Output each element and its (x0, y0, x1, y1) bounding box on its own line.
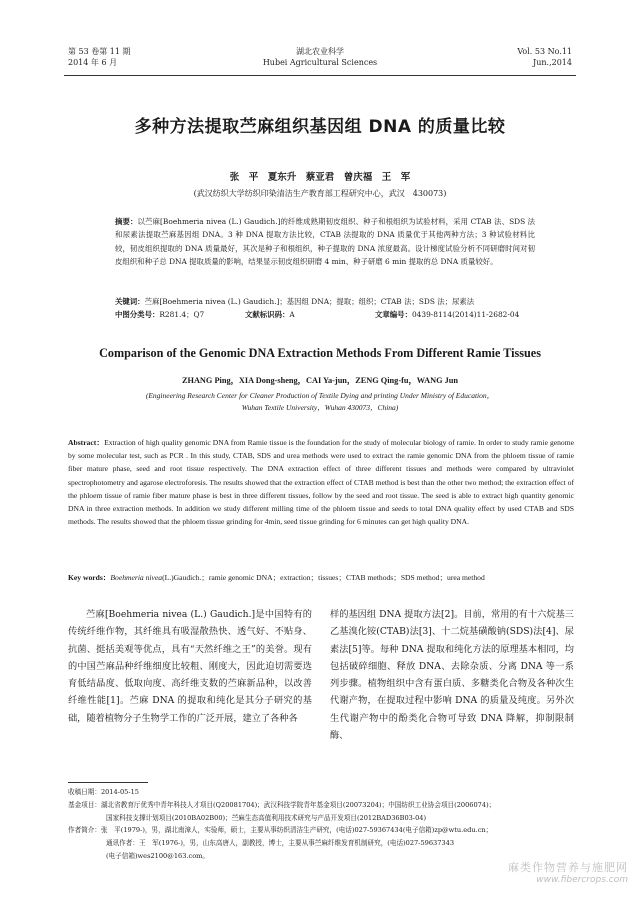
abstract-en (68, 436, 574, 528)
watermark-cn: 麻类作物营养与施肥网 (508, 861, 628, 874)
authors-en: ZHANG Ping，XIA Dong-sheng，CAI Ya-jun，ZENG Qing-fu，WANG Jun (181, 376, 459, 385)
doc-code-label: 文献标识码： (245, 310, 290, 319)
abstract-text-en: Extraction of high quality genomic DNA from Ramie tissue is the foundation for the study of molecular biology of ramie. In order to study ramie genome by some molecular test, such as PCR . In this study, CTAB, SDS and urea methods were used to extract the ramie genomic DNA from the phloem tissue of ramie fiber mature phase, seed and root tissue respectively. The DNA extraction effect of three different tissues and methods were compared by ultraviolet spectrophotometry and agarose electroforesis. The results showed that the extraction effect of CTAB method is best than the other two method; the extraction effect of the phloem tissue of ramie fiber mature phase is best in three different tissues, follow by the seed and root tissue. The seed is able to extract high quantity genomic DNA in three extraction methods. In addition we study different milling time of the phloem tissue and seeds to total DNA quality effect by used CTAB and SDS methods. The results showed that the phloem tissue grinding for 4min, seed tissue grinding for 6 minutes can get high quality DNA. (68, 438, 574, 527)
article-no-value: 0439-8114(2014)11-2682-04 (411, 310, 520, 319)
abstract-cn (115, 215, 535, 268)
affiliation-en (0, 390, 640, 414)
keywords-species-en: Boehmeria nivea (110, 573, 163, 582)
header-rule (64, 75, 576, 76)
footnote (68, 786, 578, 863)
received-date: 收稿日期：2014-05-15 (68, 788, 139, 796)
keywords-text-en: (L.)Gaudich.；ramie genomic DNA；extraction；tissues；CTAB methods；SDS method；urea method (162, 573, 485, 582)
abstract-label-en: Abstract： (68, 438, 105, 447)
authors-cn: 张 平 夏东升 蔡亚君 曾庆福 王 军 (229, 172, 411, 183)
doc-code-value: A (289, 310, 295, 319)
paper-title-en: Comparison of the Genomic DNA Extraction Methods From Different Ramie Tissues (99, 346, 541, 360)
issue-date-en: Jun.,2014 (533, 58, 572, 67)
volume-issue: 第 53 卷第 11 期 (68, 47, 131, 56)
body-column-right: 样的基因组 DNA 提取方法[2]。目前，常用的有十六烷基三乙基溴化铵(CTAB)法[3]、十二烷基磺酸钠(SDS)法[4]、尿素法[5]等。每种 DNA 提取和纯化方法的原理基本相同，均包括破碎细胞、释放 DNA、去除杂质、分离 DNA 等一系列步骤。植物组织中含有蛋白质、多糖类化合物及各种次生代谢产物，在提取过程中影响 DNA 的质量及纯度。另外次生代谢产物中的酚类化合物可导致 DNA 降解，抑制限制酶、 (330, 609, 574, 742)
affiliation-cn: (武汉纺织大学纺织印染清洁生产教育部工程研究中心，武汉 430073) (193, 189, 447, 198)
keywords-cn (115, 295, 535, 308)
keywords-text-cn: 苎麻[Boehmeria nivea (L.) Gaudich.]；基因组 DNA；提取；组织；CTAB 法；SDS 法；尿素法 (144, 297, 475, 306)
footnote-rule (68, 782, 148, 783)
author-bio-line-3: (电子信箱)wes2100@163.com。 (106, 851, 210, 860)
author-bio-line-2: 通讯作者：王 军(1976-)，男，山东高唐人，副教授，博士，主要从事苎麻纤维发育机制研究，(电话)027-59637343 (106, 839, 455, 848)
watermark-url: www.fibercrops.com (536, 875, 628, 885)
site-watermark (508, 859, 628, 885)
clc-label: 中图分类号： (115, 310, 160, 319)
keywords-label-en: Key words： (68, 573, 111, 582)
clc-value: R281.4；Q7 (159, 310, 205, 319)
journal-issue-info-en (517, 46, 572, 68)
affiliation-en-line2: Wuhan Textile University，Wuhan 430073，China) (241, 403, 399, 412)
fund-line-2: 国家科技支撑计划项目(2010BA02B00)；苎麻生态高值利用技术研究与产品开发项目(2012BAD36B03-04) (106, 813, 427, 822)
article-no-label: 文章编号： (375, 310, 412, 319)
abstract-text-cn: 以苎麻[Boehmeria nivea (L.) Gaudich.]的纤维成熟期韧皮组织、种子和根组织为试验材料，采用 CTAB 法、SDS 法和尿素法提取苎麻基因组 DNA。3 种 DNA 提取方法比较，CTAB 法提取的 DNA 质量优于其他两种方法；3 种试验材料比较，韧皮组织提取的 DNA 质量最好，其次是种子和根组织，种子提取的 DNA 浓度最高。设计梯度试验分析不同研磨时间对韧皮组织和种子总 DNA 提取质量的影响，结果显示韧皮组织研磨 4 min、种子研磨 6 min 提取的总 DNA 质量较好。 (115, 217, 535, 266)
volume-issue-en: Vol. 53 No.11 (517, 47, 572, 56)
paper-title-cn: 多种方法提取苎麻组织基因组 DNA 的质量比较 (134, 117, 506, 137)
affiliation-en-line1: (Engineering Research Center for Cleaner Production of Textile Dying and printing Under Ministry of Education， (145, 391, 495, 400)
body-column-left: 苎麻[Boehmeria nivea (L.) Gaudich.]是中国特有的传统纤维作物，其纤维具有吸湿散热快、透气好、不贴身、抗菌、挺括美观等优点，具有“天然纤维之王”的美誉。现有的中国苎麻品种纤维细度比较粗、刚度大，因此迫切需要选育低结晶度、低取向度、高纤维支数的苎麻新品种，以改善纤维性能[1]。苎麻 DNA 的提取和纯化是其分子研究的基础，随着植物分子生物学工作的广泛开展，建立了各种各 (68, 609, 312, 724)
fund-line-1: 基金项目：湖北省教育厅优秀中青年科技人才项目(Q20081704)；武汉科技学院青年基金项目(20073204)；中国纺织工业协会项目(2006074)； (68, 800, 496, 809)
abstract-label-cn: 摘要： (115, 217, 138, 226)
keywords-label-cn: 关键词： (115, 297, 145, 306)
author-bio-line-1: 作者简介：张 平(1979-)，男，湖北南漳人，实验师，硕士，主要从事纺织清洁生产研究，(电话)027-59367434(电子信箱)zp@wtu.edu.cn； (68, 826, 493, 835)
classification-row (115, 308, 535, 321)
issue-date: 2014 年 6 月 (68, 58, 118, 67)
keywords-en (68, 572, 574, 584)
journal-name-cn: 湖北农业科学 (296, 47, 344, 56)
journal-name-en: Hubei Agricultural Sciences (262, 58, 378, 67)
